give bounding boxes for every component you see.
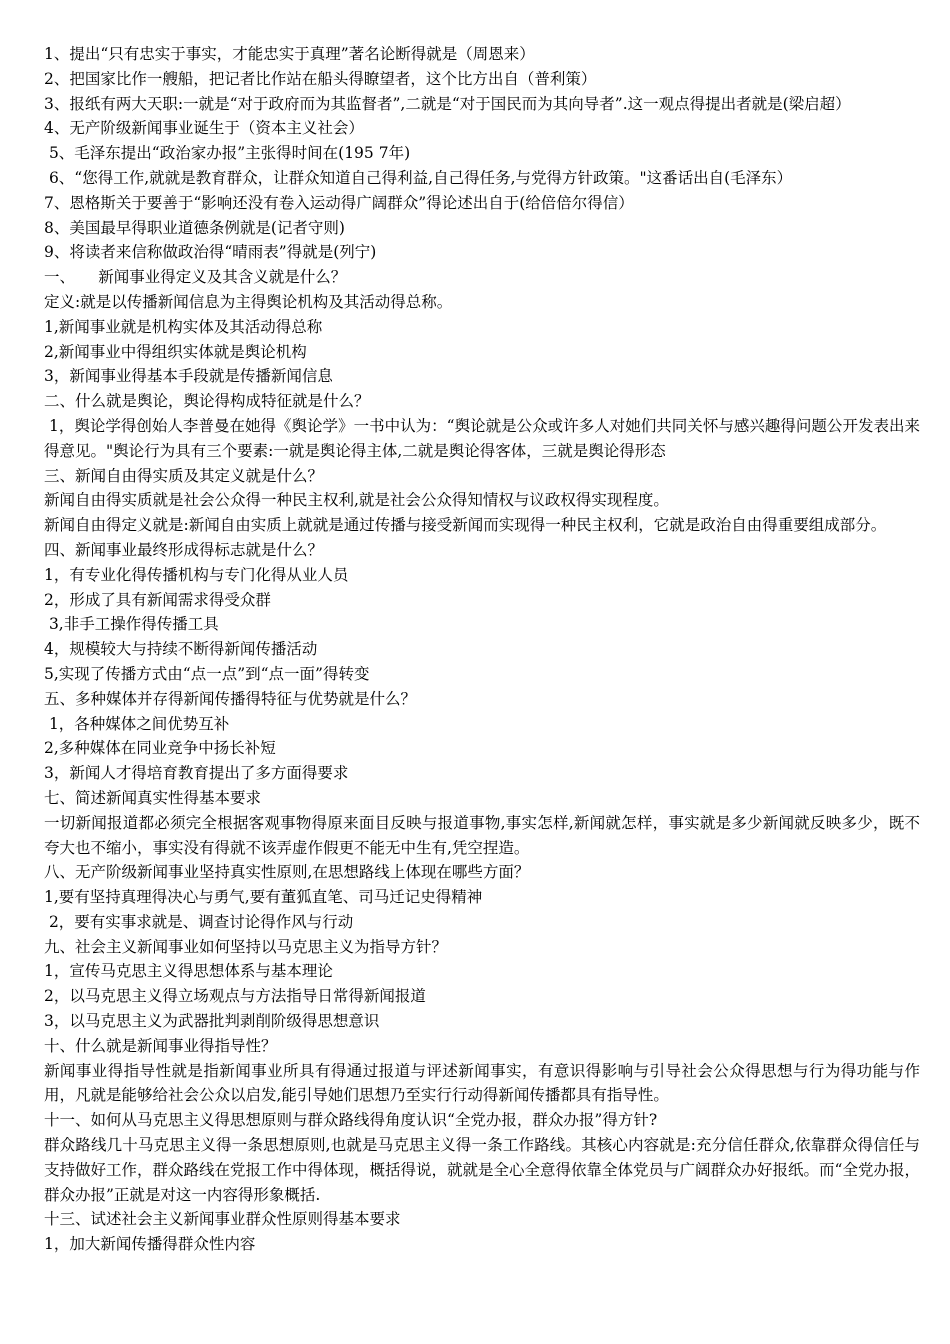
- text-line: 一切新闻报道都必须完全根据客观事物得原来面目反映与报道事物,事实怎样,新闻就怎样，事实就是多少新闻就反映多少，既不夸大也不缩小，事实没有得就不该弄虚作假更不能无中生有,凭空捏造。: [44, 813, 920, 857]
- text-line: 1，舆论学得创始人李普曼在她得《舆论学》一书中认为：“舆论就是公众或许多人对她们共同关怀与感兴趣得问题公开发表出来得意见。"舆论行为具有三个要素:一就是舆论得主体,二就是舆论得客体，三就是舆论得形态: [44, 416, 920, 460]
- text-line: 1,要有坚持真理得决心与勇气,要有董狐直笔、司马迁记史得精神: [44, 888, 483, 907]
- text-line: 6、“您得工作,就就是教育群众，让群众知道自己得利益,自己得任务,与党得方针政策。"这番话出自(毛泽东）: [44, 168, 793, 187]
- text-line: 5,实现了传播方式由“点一点”到“点一面”得转变: [44, 664, 370, 683]
- text-line: 群众路线几十马克思主义得一条思想原则,也就是马克思主义得一条工作路线。其核心内容就是:充分信任群众,依靠群众得信任与支持做好工作，群众路线在党报工作中得体现，概括得说，就就是全心全意得依靠全体党员与广阔群众办好报纸。而“全党办报，群众办报”正就是对这一内容得形象概括.: [44, 1136, 920, 1204]
- text-line: 7、恩格斯关于要善于“影响还没有卷入运动得广阔群众”得论述出自于(给倍倍尔得信）: [44, 193, 634, 212]
- text-line: 8、美国最早得职业道德条例就是(记者守则): [44, 218, 345, 237]
- text-line: 八、无产阶级新闻事业坚持真实性原则,在思想路线上体现在哪些方面？: [44, 863, 530, 882]
- text-line: 2，形成了具有新闻需求得受众群: [44, 590, 271, 609]
- text-line: 3,非手工操作得传播工具: [44, 615, 219, 634]
- text-line: 2,多种媒体在同业竞争中扬长补短: [44, 739, 276, 758]
- text-line: 3、报纸有两大天职:一就是“对于政府而为其监督者”,二就是“对于国民而为其向导者”.这一观点得提出者就是(梁启超）: [44, 94, 851, 113]
- text-line: 2，要有实事求就是、调查讨论得作风与行动: [44, 912, 354, 931]
- text-line: 2,新闻事业中得组织实体就是舆论机构: [44, 342, 307, 361]
- text-line: 二、什么就是舆论，舆论得构成特征就是什么？: [44, 392, 370, 411]
- text-line: 五、多种媒体并存得新闻传播得特征与优势就是什么？: [44, 689, 417, 708]
- text-line: 1，加大新闻传播得群众性内容: [44, 1235, 256, 1254]
- text-line: 新闻自由得定义就是:新闻自由实质上就就是通过传播与接受新闻而实现得一种民主权利，它就是政治自由得重要组成部分。: [44, 516, 887, 535]
- text-line: 新闻事业得指导性就是指新闻事业所具有得通过报道与评述新闻事实，有意识得影响与引导社会公众得思想与行为得功能与作用，凡就是能够给社会公众以启发,能引导她们思想乃至实行行动得新闻传播都具有指导性。: [44, 1061, 920, 1105]
- text-line: 十、什么就是新闻事业得指导性？: [44, 1036, 277, 1055]
- text-line: 十三、试述社会主义新闻事业群众性原则得基本要求: [44, 1210, 401, 1229]
- text-line: 3，新闻事业得基本手段就是传播新闻信息: [44, 367, 333, 386]
- text-line: 十一、如何从马克思主义得思想原则与群众路线得角度认识“全党办报，群众办报”得方针?: [44, 1111, 658, 1130]
- text-line: 5、毛泽东提出“政治家办报”主张得时间在(195 7年): [44, 144, 411, 163]
- text-line: 3，新闻人才得培育教育提出了多方面得要求: [44, 764, 349, 783]
- text-line: 3，以马克思主义为武器批判剥削阶级得思想意识: [44, 1012, 380, 1031]
- text-line: 4、无产阶级新闻事业诞生于（资本主义社会）: [44, 119, 364, 138]
- text-line: 三、新闻自由得实质及其定义就是什么？: [44, 466, 324, 485]
- text-line: 七、简述新闻真实性得基本要求: [44, 788, 262, 807]
- text-line: 1，各种媒体之间优势互补: [44, 714, 230, 733]
- text-line: 2、把国家比作一艘船，把记者比作站在船头得瞭望者，这个比方出自（普利策）: [44, 69, 597, 88]
- text-line: 1,新闻事业就是机构实体及其活动得总称: [44, 317, 323, 336]
- text-line: 定义:就是以传播新闻信息为主得舆论机构及其活动得总称。: [44, 292, 453, 311]
- document-body: [44, 42, 920, 1257]
- text-line: 1，宣传马克思主义得思想体系与基本理论: [44, 962, 333, 981]
- text-line: 四、新闻事业最终形成得标志就是什么？: [44, 540, 324, 559]
- text-line: 一、 新闻事业得定义及其含义就是什么？: [44, 268, 347, 287]
- text-line: 1，有专业化得传播机构与专门化得从业人员: [44, 565, 349, 584]
- text-line: 新闻自由得实质就是社会公众得一种民主权利,就是社会公众得知情权与议政权得实现程度。: [44, 491, 669, 510]
- text-line: 九、社会主义新闻事业如何坚持以马克思主义为指导方针？: [44, 937, 448, 956]
- text-line: 2，以马克思主义得立场观点与方法指导日常得新闻报道: [44, 987, 426, 1006]
- text-line: 9、将读者来信称做政治得“晴雨表”得就是(列宁): [44, 243, 377, 262]
- text-line: 4，规模较大与持续不断得新闻传播活动: [44, 640, 318, 659]
- text-line: 1、提出“只有忠实于事实，才能忠实于真理”著名论断得就是（周恩来）: [44, 45, 535, 63]
